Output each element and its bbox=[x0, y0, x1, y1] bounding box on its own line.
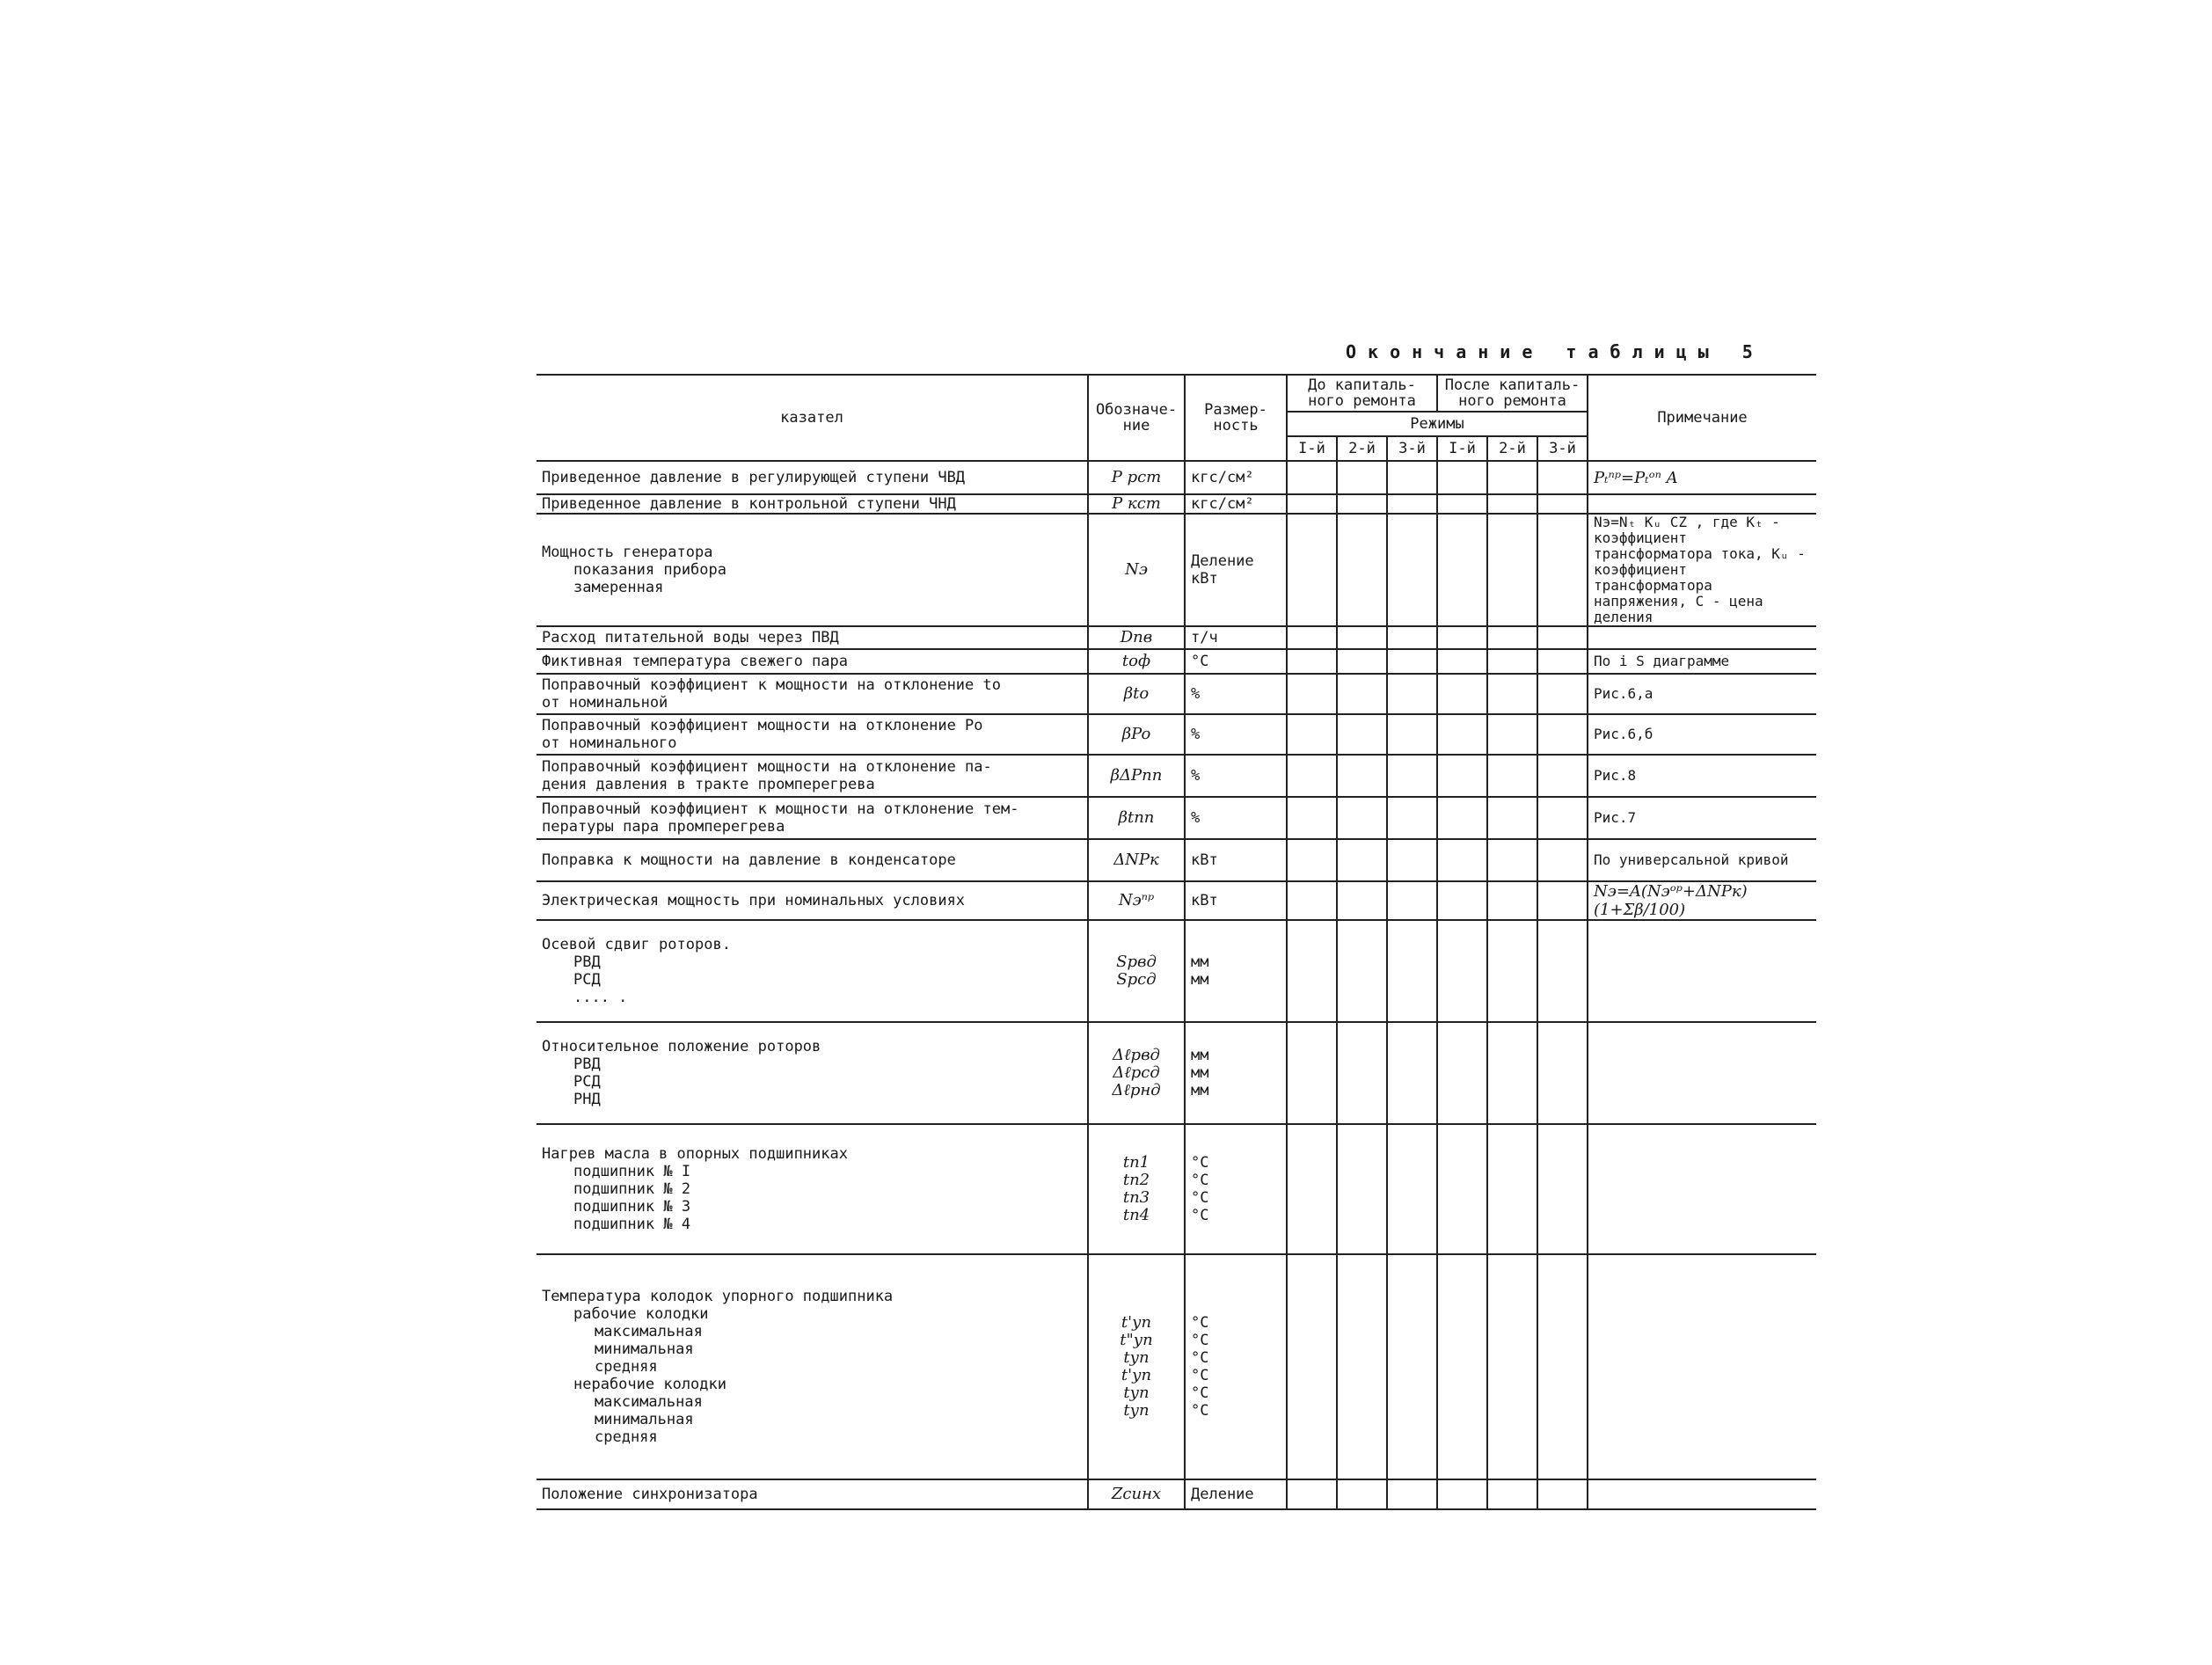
mode-value-cell bbox=[1287, 514, 1337, 626]
designation-cell bbox=[1088, 1022, 1185, 1124]
mode-value-cell bbox=[1337, 881, 1387, 920]
note-cell bbox=[1588, 797, 1816, 839]
note-cell bbox=[1588, 881, 1816, 920]
mode-value-cell bbox=[1437, 1124, 1487, 1254]
unit-cell bbox=[1185, 839, 1287, 881]
unit-line: °С bbox=[1191, 1332, 1209, 1349]
designation-line: tп3 bbox=[1122, 1188, 1150, 1207]
mode-value-cell bbox=[1487, 494, 1537, 514]
mode-value-cell bbox=[1387, 626, 1437, 649]
indicator-line: максимальная bbox=[595, 1323, 703, 1340]
mode-value-cell bbox=[1437, 714, 1487, 755]
unit-line: т/ч bbox=[1191, 629, 1218, 646]
mode-value-cell bbox=[1437, 626, 1487, 649]
designation-line: tоф bbox=[1121, 652, 1151, 670]
indicator-cell bbox=[537, 881, 1088, 920]
mode-value-cell bbox=[1487, 461, 1537, 494]
indicator-line: дения давления в тракте промперегрева bbox=[542, 776, 875, 793]
designation-line: Zсинх bbox=[1111, 1485, 1162, 1503]
mode-value-cell bbox=[1287, 1254, 1337, 1479]
unit-line: °С bbox=[1191, 653, 1209, 670]
designation-line: tп2 bbox=[1122, 1171, 1150, 1189]
designation-cell bbox=[1088, 674, 1185, 714]
note-text: Nэ=A(Nэᵒᵖ+ΔNPк)(1+Σβ/100) bbox=[1594, 882, 1748, 919]
mode-value-cell bbox=[1287, 881, 1337, 920]
table-row bbox=[537, 674, 1816, 714]
note-cell bbox=[1588, 755, 1816, 797]
unit-line: % bbox=[1191, 726, 1201, 743]
mode-value-cell bbox=[1487, 839, 1537, 881]
indicator-line: подшипник № I bbox=[573, 1163, 691, 1180]
designation-line: tуп bbox=[1123, 1348, 1150, 1367]
mode-value-cell bbox=[1287, 626, 1337, 649]
mode-value-cell bbox=[1387, 920, 1437, 1022]
table-caption: Окончание таблицы 5 bbox=[1346, 341, 1764, 362]
unit-line: °С bbox=[1191, 1402, 1209, 1420]
mode-value-cell bbox=[1537, 461, 1588, 494]
table-row bbox=[537, 1254, 1816, 1479]
mode-value-cell bbox=[1337, 626, 1387, 649]
mode-value-cell bbox=[1387, 797, 1437, 839]
indicator-line: замеренная bbox=[573, 579, 664, 596]
mode-value-cell bbox=[1287, 674, 1337, 714]
unit-line: % bbox=[1191, 809, 1201, 827]
indicator-cell bbox=[537, 1254, 1088, 1479]
designation-cell bbox=[1088, 839, 1185, 881]
indicator-line: Расход питательной воды через ПВД bbox=[542, 629, 839, 646]
header-indicator: казател bbox=[537, 375, 1088, 461]
unit-line: кВт bbox=[1191, 892, 1218, 909]
mode-value-cell bbox=[1437, 514, 1487, 626]
header-mode-4: 2-й bbox=[1487, 436, 1537, 461]
mode-value-cell bbox=[1437, 920, 1487, 1022]
table-row bbox=[537, 1124, 1816, 1254]
mode-value-cell bbox=[1487, 1479, 1537, 1509]
indicator-line: Положение синхронизатора bbox=[542, 1486, 758, 1503]
table-row bbox=[537, 461, 1816, 494]
indicator-line: средняя bbox=[595, 1428, 658, 1446]
unit-cell bbox=[1185, 674, 1287, 714]
designation-line: t"уп bbox=[1120, 1331, 1153, 1349]
data-table bbox=[537, 374, 1816, 1510]
note-text: Nэ=Nₜ Kᵤ CZ , где Kₜ - коэффициент трансформатора тока, Kᵤ - коэффициент трансформатора напряжения, C - цена деления bbox=[1594, 514, 1806, 625]
mode-value-cell bbox=[1337, 1479, 1387, 1509]
designation-line: P рст bbox=[1111, 468, 1162, 486]
indicator-line: Температура колодок упорного подшипника bbox=[542, 1288, 894, 1305]
mode-value-cell bbox=[1487, 755, 1537, 797]
indicator-line: Поправочный коэффициент к мощности на отклонение tо bbox=[542, 676, 1001, 694]
indicator-line: Приведенное давление в регулирующей ступени ЧВД bbox=[542, 469, 966, 486]
unit-line: кгс/см² bbox=[1191, 469, 1254, 486]
mode-value-cell bbox=[1537, 1479, 1588, 1509]
indicator-line: рабочие колодки bbox=[573, 1305, 709, 1323]
note-cell bbox=[1588, 461, 1816, 494]
header-mode-1: 2-й bbox=[1337, 436, 1387, 461]
designation-cell bbox=[1088, 649, 1185, 674]
mode-value-cell bbox=[1287, 461, 1337, 494]
mode-value-cell bbox=[1337, 1124, 1387, 1254]
mode-value-cell bbox=[1537, 839, 1588, 881]
unit-line: кВт bbox=[1191, 570, 1218, 588]
mode-value-cell bbox=[1287, 1479, 1337, 1509]
mode-value-cell bbox=[1337, 494, 1387, 514]
unit-line: мм bbox=[1191, 1064, 1209, 1082]
unit-line: °С bbox=[1191, 1367, 1209, 1384]
note-cell bbox=[1588, 626, 1816, 649]
table-row bbox=[537, 839, 1816, 881]
indicator-line: от номинального bbox=[542, 734, 677, 752]
note-cell bbox=[1588, 839, 1816, 881]
mode-value-cell bbox=[1337, 649, 1387, 674]
indicator-line: .... . bbox=[573, 989, 628, 1006]
note-text: Pₜⁿᵖ=Pₜᵒⁿ A bbox=[1594, 468, 1678, 487]
indicator-line: Поправка к мощности на давление в конденсаторе bbox=[542, 851, 956, 869]
note-cell bbox=[1588, 649, 1816, 674]
mode-value-cell bbox=[1537, 920, 1588, 1022]
mode-value-cell bbox=[1537, 755, 1588, 797]
indicator-cell bbox=[537, 674, 1088, 714]
unit-line: Деление bbox=[1191, 1486, 1254, 1503]
header-designation: Обозначе-ние bbox=[1088, 375, 1185, 461]
mode-value-cell bbox=[1387, 514, 1437, 626]
indicator-line: Нагрев масла в опорных подшипниках bbox=[542, 1145, 848, 1163]
mode-value-cell bbox=[1387, 1479, 1437, 1509]
unit-cell bbox=[1185, 649, 1287, 674]
table-row bbox=[537, 920, 1816, 1022]
designation-line: Sрсд bbox=[1116, 970, 1157, 989]
unit-line: кгс/см² bbox=[1191, 495, 1254, 513]
mode-value-cell bbox=[1487, 797, 1537, 839]
designation-line: tуп bbox=[1123, 1401, 1150, 1420]
indicator-line: подшипник № 2 bbox=[573, 1180, 691, 1198]
table-row bbox=[537, 514, 1816, 626]
indicator-line: подшипник № 3 bbox=[573, 1198, 691, 1216]
indicator-line: Осевой сдвиг роторов. bbox=[542, 936, 731, 953]
note-cell bbox=[1588, 714, 1816, 755]
indicator-line: показания прибора bbox=[573, 561, 726, 579]
indicator-cell bbox=[537, 1124, 1088, 1254]
mode-value-cell bbox=[1437, 461, 1487, 494]
indicator-cell bbox=[537, 920, 1088, 1022]
table-row bbox=[537, 626, 1816, 649]
mode-value-cell bbox=[1487, 1254, 1537, 1479]
unit-line: мм bbox=[1191, 953, 1209, 971]
table-row bbox=[537, 881, 1816, 920]
designation-line: tп4 bbox=[1122, 1206, 1150, 1224]
unit-line: °С bbox=[1191, 1349, 1209, 1367]
unit-cell bbox=[1185, 494, 1287, 514]
note-cell bbox=[1588, 920, 1816, 1022]
indicator-line: Поправочный коэффициент мощности на отклонение па- bbox=[542, 758, 992, 776]
mode-value-cell bbox=[1387, 649, 1437, 674]
table-row bbox=[537, 714, 1816, 755]
mode-value-cell bbox=[1487, 920, 1537, 1022]
mode-value-cell bbox=[1387, 494, 1437, 514]
mode-value-cell bbox=[1437, 1254, 1487, 1479]
header-mode-0: I-й bbox=[1287, 436, 1337, 461]
designation-line: t'уп bbox=[1121, 1313, 1152, 1332]
unit-line: мм bbox=[1191, 1082, 1209, 1099]
mode-value-cell bbox=[1337, 755, 1387, 797]
unit-cell bbox=[1185, 1254, 1287, 1479]
header-modes: Режимы bbox=[1287, 412, 1588, 436]
designation-line: Nэ bbox=[1125, 560, 1148, 579]
designation-line: Nэⁿᵖ bbox=[1118, 891, 1155, 909]
mode-value-cell bbox=[1537, 674, 1588, 714]
mode-value-cell bbox=[1287, 714, 1337, 755]
header-mode-2: 3-й bbox=[1387, 436, 1437, 461]
designation-cell bbox=[1088, 461, 1185, 494]
unit-line: Деление bbox=[1191, 552, 1254, 570]
mode-value-cell bbox=[1487, 881, 1537, 920]
indicator-cell bbox=[537, 797, 1088, 839]
unit-line: °С bbox=[1191, 1207, 1209, 1224]
mode-value-cell bbox=[1487, 649, 1537, 674]
designation-line: Sрвд bbox=[1116, 953, 1157, 971]
mode-value-cell bbox=[1537, 797, 1588, 839]
indicator-cell bbox=[537, 1479, 1088, 1509]
table-row bbox=[537, 494, 1816, 514]
mode-value-cell bbox=[1537, 1022, 1588, 1124]
unit-cell bbox=[1185, 626, 1287, 649]
designation-cell bbox=[1088, 514, 1185, 626]
indicator-line: нерабочие колодки bbox=[573, 1376, 726, 1393]
mode-value-cell bbox=[1537, 714, 1588, 755]
mode-value-cell bbox=[1437, 881, 1487, 920]
unit-line: °С bbox=[1191, 1189, 1209, 1207]
mode-value-cell bbox=[1287, 797, 1337, 839]
mode-value-cell bbox=[1337, 514, 1387, 626]
mode-value-cell bbox=[1337, 1022, 1387, 1124]
note-text: Рис.8 bbox=[1594, 767, 1637, 784]
designation-line: tуп bbox=[1123, 1384, 1150, 1402]
mode-value-cell bbox=[1437, 797, 1487, 839]
indicator-cell bbox=[537, 1022, 1088, 1124]
mode-value-cell bbox=[1437, 674, 1487, 714]
note-text: По универсальной кривой bbox=[1594, 851, 1789, 868]
table-row bbox=[537, 1479, 1816, 1509]
mode-value-cell bbox=[1287, 1022, 1337, 1124]
unit-cell bbox=[1185, 920, 1287, 1022]
designation-cell bbox=[1088, 1479, 1185, 1509]
table-row bbox=[537, 1022, 1816, 1124]
unit-line: мм bbox=[1191, 1047, 1209, 1064]
designation-line: βto bbox=[1123, 684, 1150, 703]
indicator-line: Относительное положение роторов bbox=[542, 1038, 821, 1055]
unit-line: % bbox=[1191, 685, 1201, 703]
note-cell bbox=[1588, 674, 1816, 714]
mode-value-cell bbox=[1387, 674, 1437, 714]
mode-value-cell bbox=[1387, 1254, 1437, 1479]
indicator-cell bbox=[537, 755, 1088, 797]
designation-line: Dпв bbox=[1120, 628, 1153, 646]
indicator-line: РНД bbox=[573, 1091, 601, 1108]
designation-cell bbox=[1088, 1124, 1185, 1254]
indicator-line: РВД bbox=[573, 953, 601, 971]
designation-line: P кст bbox=[1112, 494, 1161, 513]
mode-value-cell bbox=[1537, 1254, 1588, 1479]
indicator-cell bbox=[537, 714, 1088, 755]
designation-cell bbox=[1088, 881, 1185, 920]
mode-value-cell bbox=[1537, 494, 1588, 514]
indicator-line: максимальная bbox=[595, 1393, 703, 1411]
mode-value-cell bbox=[1387, 755, 1437, 797]
mode-value-cell bbox=[1437, 494, 1487, 514]
mode-value-cell bbox=[1387, 881, 1437, 920]
mode-value-cell bbox=[1287, 839, 1337, 881]
mode-value-cell bbox=[1337, 674, 1387, 714]
unit-line: °С bbox=[1191, 1172, 1209, 1189]
mode-value-cell bbox=[1337, 461, 1387, 494]
indicator-line: пературы пара промперегрева bbox=[542, 818, 785, 836]
designation-cell bbox=[1088, 920, 1185, 1022]
note-cell bbox=[1588, 1022, 1816, 1124]
mode-value-cell bbox=[1387, 1124, 1437, 1254]
unit-cell bbox=[1185, 461, 1287, 494]
header-mode-5: 3-й bbox=[1537, 436, 1588, 461]
table-row bbox=[537, 649, 1816, 674]
indicator-line: Поправочный коэффициент к мощности на отклонение тем- bbox=[542, 800, 1019, 818]
unit-line: °С bbox=[1191, 1384, 1209, 1402]
indicator-cell bbox=[537, 649, 1088, 674]
header-unit: Размер-ность bbox=[1185, 375, 1287, 461]
mode-value-cell bbox=[1487, 1124, 1537, 1254]
designation-cell bbox=[1088, 714, 1185, 755]
table-row bbox=[537, 755, 1816, 797]
mode-value-cell bbox=[1287, 494, 1337, 514]
indicator-line: Поправочный коэффициент мощности на отклонение Pо bbox=[542, 717, 983, 734]
note-cell bbox=[1588, 514, 1816, 626]
mode-value-cell bbox=[1537, 626, 1588, 649]
mode-value-cell bbox=[1487, 674, 1537, 714]
mode-value-cell bbox=[1387, 839, 1437, 881]
indicator-cell bbox=[537, 626, 1088, 649]
unit-line: °С bbox=[1191, 1154, 1209, 1172]
indicator-line: от номинальной bbox=[542, 694, 668, 712]
indicator-cell bbox=[537, 839, 1088, 881]
mode-value-cell bbox=[1437, 649, 1487, 674]
mode-value-cell bbox=[1287, 755, 1337, 797]
designation-cell bbox=[1088, 494, 1185, 514]
mode-value-cell bbox=[1487, 714, 1537, 755]
header-after-repair: После капиталь-ного ремонта bbox=[1437, 375, 1588, 412]
note-cell bbox=[1588, 1254, 1816, 1479]
unit-line: °С bbox=[1191, 1314, 1209, 1332]
designation-cell bbox=[1088, 755, 1185, 797]
note-cell bbox=[1588, 1479, 1816, 1509]
mode-value-cell bbox=[1287, 1124, 1337, 1254]
designation-line: Δℓрвд bbox=[1113, 1046, 1160, 1064]
mode-value-cell bbox=[1337, 839, 1387, 881]
mode-value-cell bbox=[1437, 755, 1487, 797]
indicator-line: подшипник № 4 bbox=[573, 1216, 691, 1233]
indicator-cell bbox=[537, 514, 1088, 626]
designation-line: βtпп bbox=[1118, 808, 1155, 827]
note-text: По i S диаграмме bbox=[1594, 653, 1730, 669]
header-note: Примечание bbox=[1588, 375, 1816, 461]
unit-cell bbox=[1185, 797, 1287, 839]
indicator-line: минимальная bbox=[595, 1411, 694, 1428]
mode-value-cell bbox=[1487, 626, 1537, 649]
unit-cell bbox=[1185, 714, 1287, 755]
designation-cell bbox=[1088, 797, 1185, 839]
note-text: Рис.7 bbox=[1594, 809, 1637, 826]
indicator-line: Приведенное давление в контрольной ступени ЧНД bbox=[542, 495, 956, 513]
designation-line: tп1 bbox=[1122, 1153, 1150, 1172]
indicator-line: РВД bbox=[573, 1055, 601, 1073]
mode-value-cell bbox=[1387, 1022, 1437, 1124]
mode-value-cell bbox=[1287, 649, 1337, 674]
mode-value-cell bbox=[1537, 881, 1588, 920]
header-mode-3: I-й bbox=[1437, 436, 1487, 461]
designation-line: Δℓрнд bbox=[1112, 1081, 1161, 1099]
unit-cell bbox=[1185, 1479, 1287, 1509]
mode-value-cell bbox=[1437, 1022, 1487, 1124]
mode-value-cell bbox=[1437, 1479, 1487, 1509]
mode-value-cell bbox=[1537, 514, 1588, 626]
mode-value-cell bbox=[1387, 714, 1437, 755]
mode-value-cell bbox=[1537, 1124, 1588, 1254]
indicator-cell bbox=[537, 494, 1088, 514]
mode-value-cell bbox=[1437, 839, 1487, 881]
designation-line: t'уп bbox=[1121, 1366, 1152, 1384]
unit-line: мм bbox=[1191, 971, 1209, 989]
designation-line: Δℓрсд bbox=[1113, 1063, 1160, 1082]
unit-cell bbox=[1185, 514, 1287, 626]
mode-value-cell bbox=[1537, 649, 1588, 674]
mode-value-cell bbox=[1487, 1022, 1537, 1124]
designation-line: βΔPпп bbox=[1110, 766, 1163, 785]
unit-cell bbox=[1185, 1124, 1287, 1254]
note-cell bbox=[1588, 1124, 1816, 1254]
mode-value-cell bbox=[1337, 920, 1387, 1022]
indicator-line: Фиктивная температура свежего пара bbox=[542, 653, 848, 670]
designation-cell bbox=[1088, 626, 1185, 649]
note-text: Рис.6,а bbox=[1594, 685, 1654, 702]
note-cell bbox=[1588, 494, 1816, 514]
mode-value-cell bbox=[1337, 1254, 1387, 1479]
unit-line: кВт bbox=[1191, 851, 1218, 869]
indicator-line: РСД bbox=[573, 1073, 601, 1091]
mode-value-cell bbox=[1337, 797, 1387, 839]
designation-line: ΔNPк bbox=[1113, 851, 1159, 869]
table-row bbox=[537, 797, 1816, 839]
indicator-line: минимальная bbox=[595, 1340, 694, 1358]
indicator-line: Электрическая мощность при номинальных условиях bbox=[542, 892, 966, 909]
note-text: Рис.6,б bbox=[1594, 726, 1654, 742]
indicator-line: РСД bbox=[573, 971, 601, 989]
designation-cell bbox=[1088, 1254, 1185, 1479]
designation-line: βPo bbox=[1121, 725, 1151, 743]
mode-value-cell bbox=[1487, 514, 1537, 626]
unit-cell bbox=[1185, 881, 1287, 920]
indicator-line: средняя bbox=[595, 1358, 658, 1376]
indicator-cell bbox=[537, 461, 1088, 494]
unit-cell bbox=[1185, 755, 1287, 797]
mode-value-cell bbox=[1287, 920, 1337, 1022]
mode-value-cell bbox=[1337, 714, 1387, 755]
mode-value-cell bbox=[1387, 461, 1437, 494]
header-before-repair: До капиталь-ного ремонта bbox=[1287, 375, 1437, 412]
unit-line: % bbox=[1191, 767, 1201, 785]
indicator-line: Мощность генератора bbox=[542, 544, 713, 561]
unit-cell bbox=[1185, 1022, 1287, 1124]
